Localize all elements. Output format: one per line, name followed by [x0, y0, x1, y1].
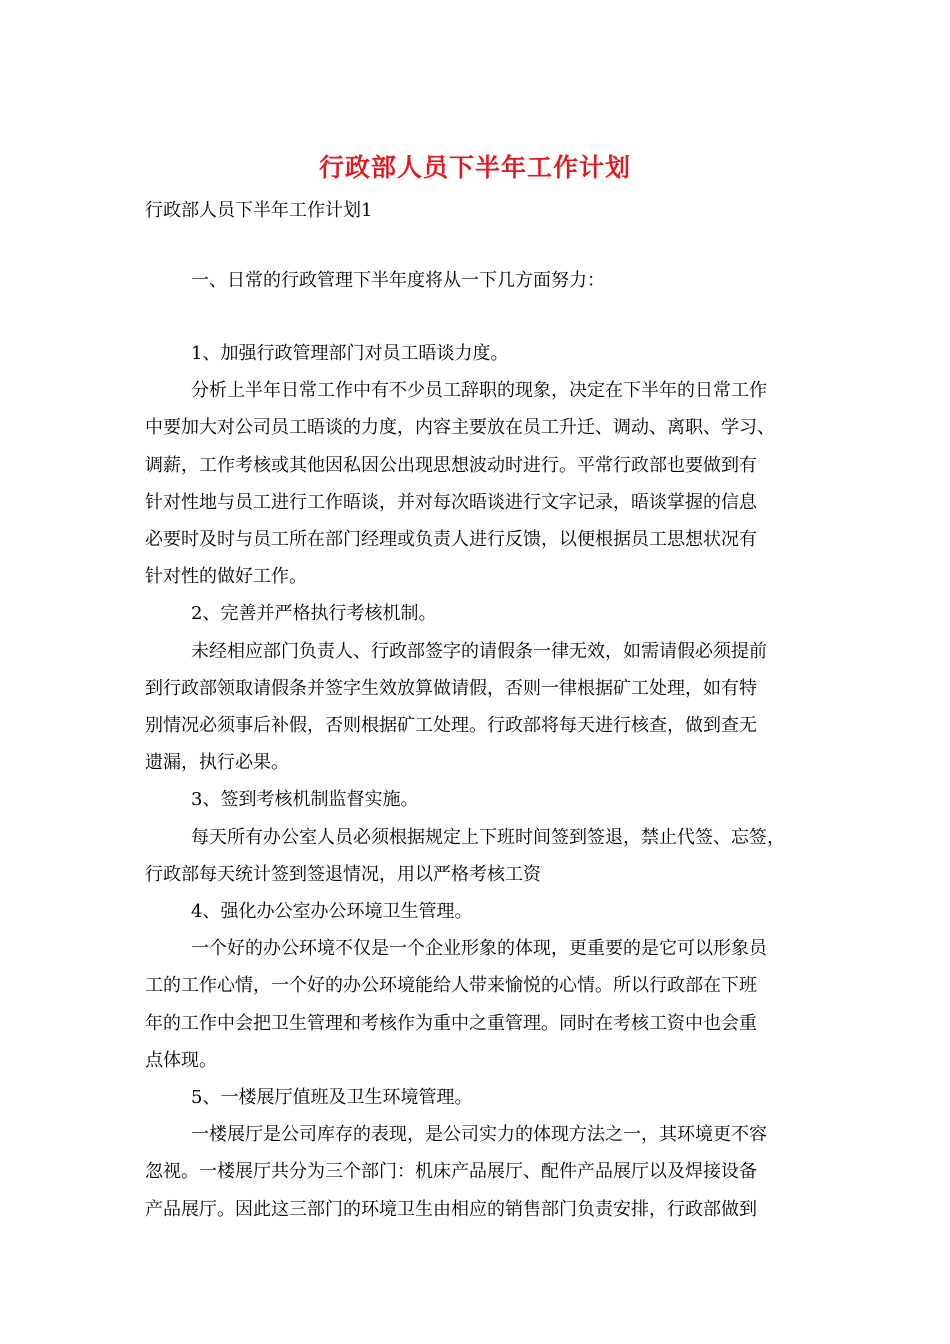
body-line: 4、强化办公室办公环境卫生管理。	[191, 901, 473, 923]
body-line: 2、完善并严格执行考核机制。	[191, 603, 437, 625]
body-line: 调薪，工作考核或其他因私因公出现思想波动时进行。平常行政部也要做到有	[145, 454, 757, 476]
body-line: 针对性地与员工进行工作晤谈，并对每次晤谈进行文字记录，晤谈掌握的信息	[145, 491, 757, 513]
body-line: 年的工作中会把卫生管理和考核作为重中之重管理。同时在考核工资中也会重	[145, 1012, 757, 1034]
section-heading: 一、日常的行政管理下半年度将从一下几方面努力：	[191, 270, 605, 291]
body-line: 产品展厅。因此这三部门的环境卫生由相应的销售部门负责安排，行政部做到	[145, 1198, 757, 1220]
document-subtitle: 行政部人员下半年工作计划1	[145, 200, 373, 221]
body-line: 遗漏，执行必果。	[145, 752, 289, 774]
body-line: 未经相应部门负责人、行政部签字的请假条一律无效，如需请假必须提前	[191, 640, 767, 662]
body-line: 分析上半年日常工作中有不少员工辞职的现象，决定在下半年的日常工作	[191, 380, 767, 402]
body-line: 行政部每天统计签到签退情况，用以严格考核工资	[145, 863, 541, 885]
body-line: 一楼展厅是公司库存的表现，是公司实力的体现方法之一，其环境更不容	[191, 1124, 767, 1146]
body-line: 工的工作心情，一个好的办公环境能给人带来愉悦的心情。所以行政部在下班	[145, 975, 757, 997]
body-line: 1、加强行政管理部门对员工晤谈力度。	[191, 343, 509, 364]
body-line: 针对性的做好工作。	[145, 566, 307, 588]
document-title: 行政部人员下半年工作计划	[318, 153, 631, 182]
body-line: 到行政部领取请假条并签字生效放算做请假，否则一律根据矿工处理，如有特	[145, 677, 757, 699]
body-line: 3、签到考核机制监督实施。	[191, 789, 419, 811]
body-line: 5、一楼展厅值班及卫生环境管理。	[191, 1087, 473, 1109]
body-line: 别情况必须事后补假，否则根据矿工处理。行政部将每天进行核查，做到查无	[145, 715, 757, 737]
body-line: 忽视。一楼展厅共分为三个部门：机床产品展厅、配件产品展厅以及焊接设备	[145, 1161, 757, 1183]
body-line: 中要加大对公司员工晤谈的力度，内容主要放在员工升迁、调动、离职、学习、	[145, 417, 775, 439]
body-line: 一个好的办公环境不仅是一个企业形象的体现，更重要的是它可以形象员	[191, 938, 767, 960]
body-line: 点体现。	[145, 1049, 217, 1071]
document-body	[145, 335, 825, 1228]
body-line: 每天所有办公室人员必须根据规定上下班时间签到签退，禁止代签、忘签，	[191, 826, 785, 848]
body-line: 必要时及时与员工所在部门经理或负责人进行反馈，以便根据员工思想状况有	[145, 529, 757, 551]
